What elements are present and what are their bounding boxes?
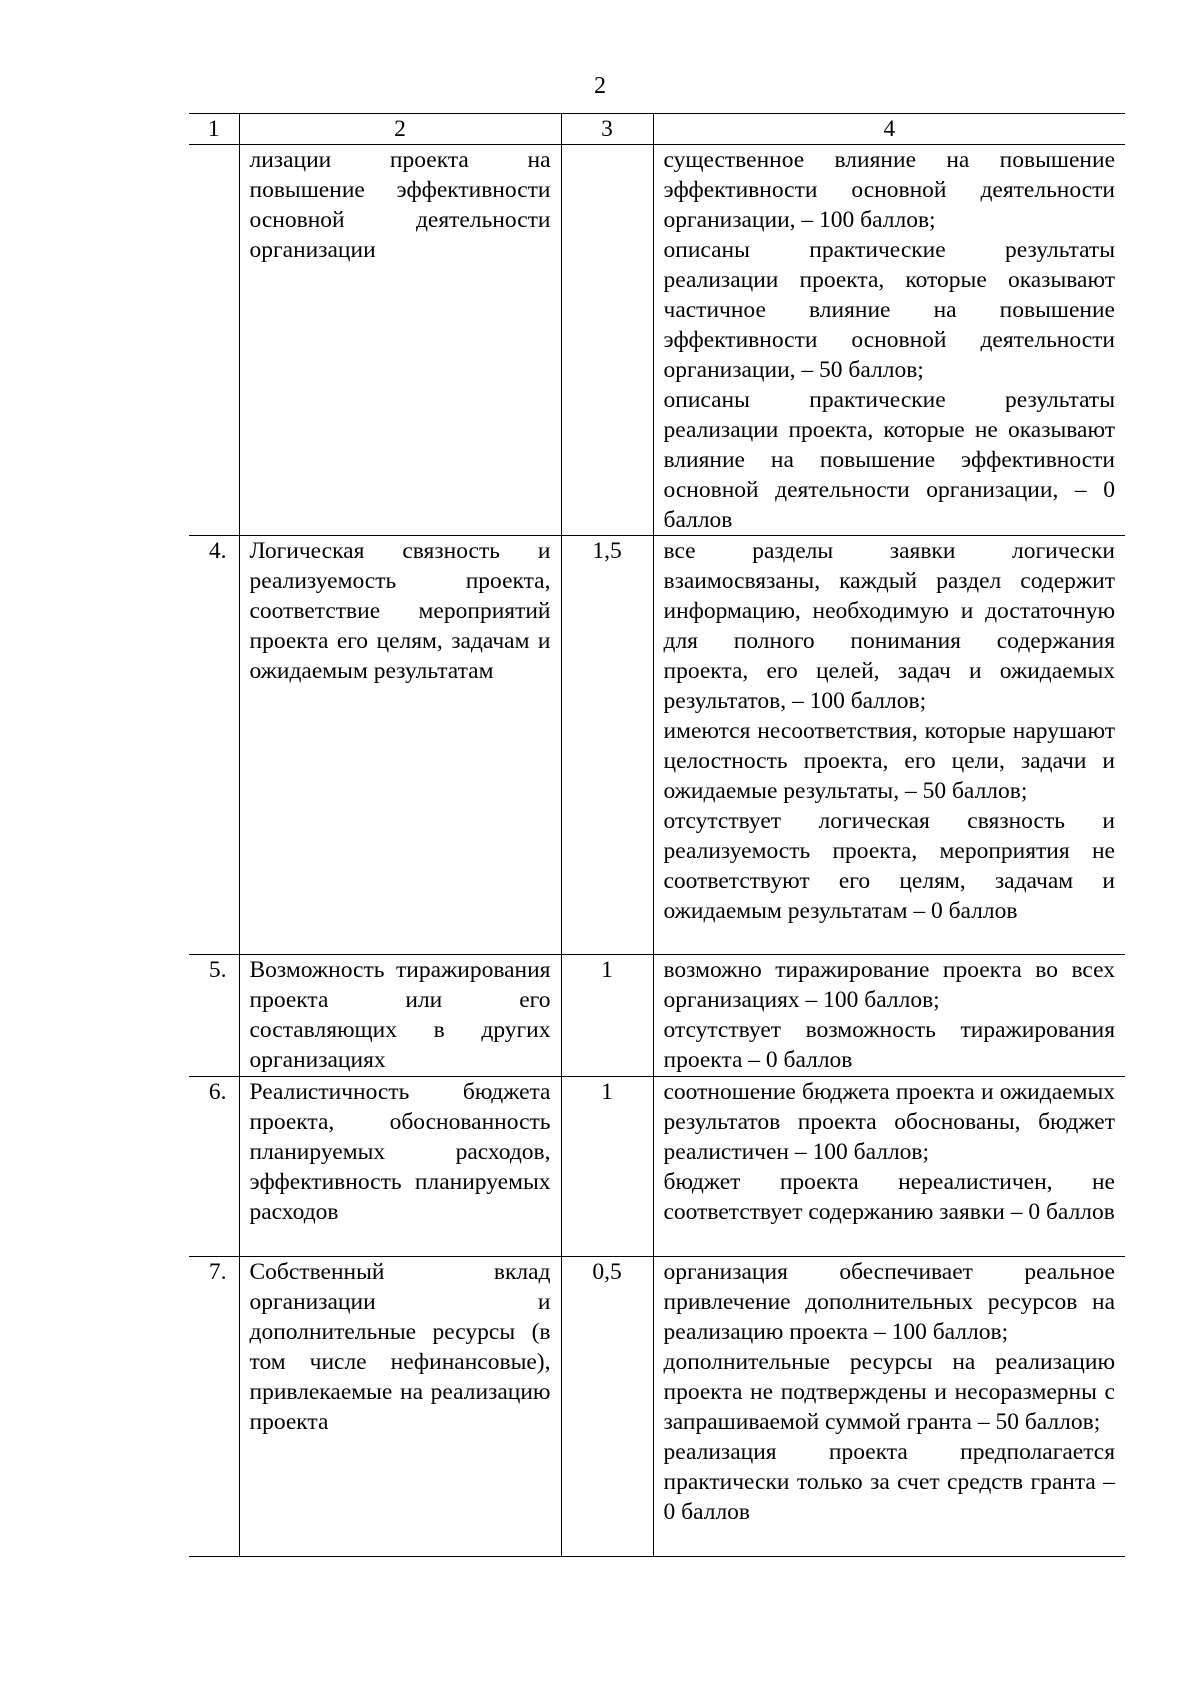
scoring-option: организация обеспечивает реальное привлечение дополнительных ресурсов на реализацию проекта – 100 баллов;	[663, 1259, 1115, 1345]
header-col-1: 1	[189, 114, 239, 145]
table-header-row	[189, 114, 1125, 145]
scoring-option: имеются несоответствия, которые нарушают целостность проекта, его цели, задачи и ожидаемые результаты, – 50 баллов;	[663, 718, 1115, 804]
scoring-option: существенное влияние на повышение эффективности основной деятельности организации, – 100 баллов;	[663, 147, 1115, 233]
criterion-text: Возможность тиражирования проекта или его составляющих в других организациях	[239, 955, 561, 1077]
weight-value	[561, 145, 653, 536]
weight-value: 1	[561, 1077, 653, 1257]
row-number	[189, 145, 239, 536]
scoring-option: возможно тиражирование проекта во всех организациях – 100 баллов;	[663, 957, 1115, 1013]
scoring-text	[653, 955, 1125, 1077]
table-row	[189, 955, 1125, 1077]
table-row	[189, 1077, 1125, 1257]
scoring-text	[653, 536, 1125, 955]
weight-value: 1,5	[561, 536, 653, 955]
page-number: 2	[594, 73, 606, 99]
scoring-option: отсутствует логическая связность и реализуемость проекта, мероприятия не соответствуют его целям, задачам и ожидаемым результатам – 0 баллов	[663, 808, 1115, 924]
scoring-text	[653, 1257, 1125, 1557]
scoring-option: бюджет проекта нереалистичен, не соответствует содержанию заявки – 0 баллов	[663, 1169, 1115, 1225]
criterion-text: Реалистичность бюджета проекта, обоснованность планируемых расходов, эффективность планируемых расходов	[239, 1077, 561, 1257]
header-col-2: 2	[239, 114, 561, 145]
row-number: 4.	[189, 536, 239, 955]
table-row	[189, 1257, 1125, 1557]
table-row	[189, 536, 1125, 955]
scoring-option: описаны практические результаты реализации проекта, которые не оказывают влияние на повышение эффективности основной деятельности организации, – 0 баллов	[663, 387, 1115, 533]
criterion-text: Собственный вклад организации и дополнительные ресурсы (в том числе нефинансовые), привлекаемые на реализацию проекта	[239, 1257, 561, 1557]
row-number: 6.	[189, 1077, 239, 1257]
scoring-option: реализация проекта предполагается практически только за счет средств гранта – 0 баллов	[663, 1439, 1115, 1525]
scoring-option: дополнительные ресурсы на реализацию проекта не подтверждены и несоразмерны с запрашиваемой суммой гранта – 50 баллов;	[663, 1349, 1115, 1435]
criterion-text: лизации проекта на повышение эффективности основной деятельности организации	[239, 145, 561, 536]
scoring-option: соотношение бюджета проекта и ожидаемых результатов проекта обоснованы, бюджет реалистичен – 100 баллов;	[663, 1079, 1115, 1165]
scoring-option: все разделы заявки логически взаимосвязаны, каждый раздел содержит информацию, необходимую и достаточную для полного понимания содержания проекта, его целей, задач и ожидаемых результатов, – 100 баллов;	[663, 538, 1115, 714]
row-number: 5.	[189, 955, 239, 1077]
scoring-text	[653, 1077, 1125, 1257]
row-number: 7.	[189, 1257, 239, 1557]
criterion-text: Логическая связность и реализуемость проекта, соответствие мероприятий проекта его целям, задачам и ожидаемым результатам	[239, 536, 561, 955]
criteria-table	[189, 113, 1125, 1557]
weight-value: 0,5	[561, 1257, 653, 1557]
scoring-option: отсутствует возможность тиражирования проекта – 0 баллов	[663, 1017, 1115, 1073]
scoring-option: описаны практические результаты реализации проекта, которые оказывают частичное влияние на повышение эффективности основной деятельности организации, – 50 баллов;	[663, 237, 1115, 383]
header-col-3: 3	[561, 114, 653, 145]
weight-value: 1	[561, 955, 653, 1077]
header-col-4: 4	[653, 114, 1125, 145]
table-row	[189, 145, 1125, 536]
scoring-text	[653, 145, 1125, 536]
